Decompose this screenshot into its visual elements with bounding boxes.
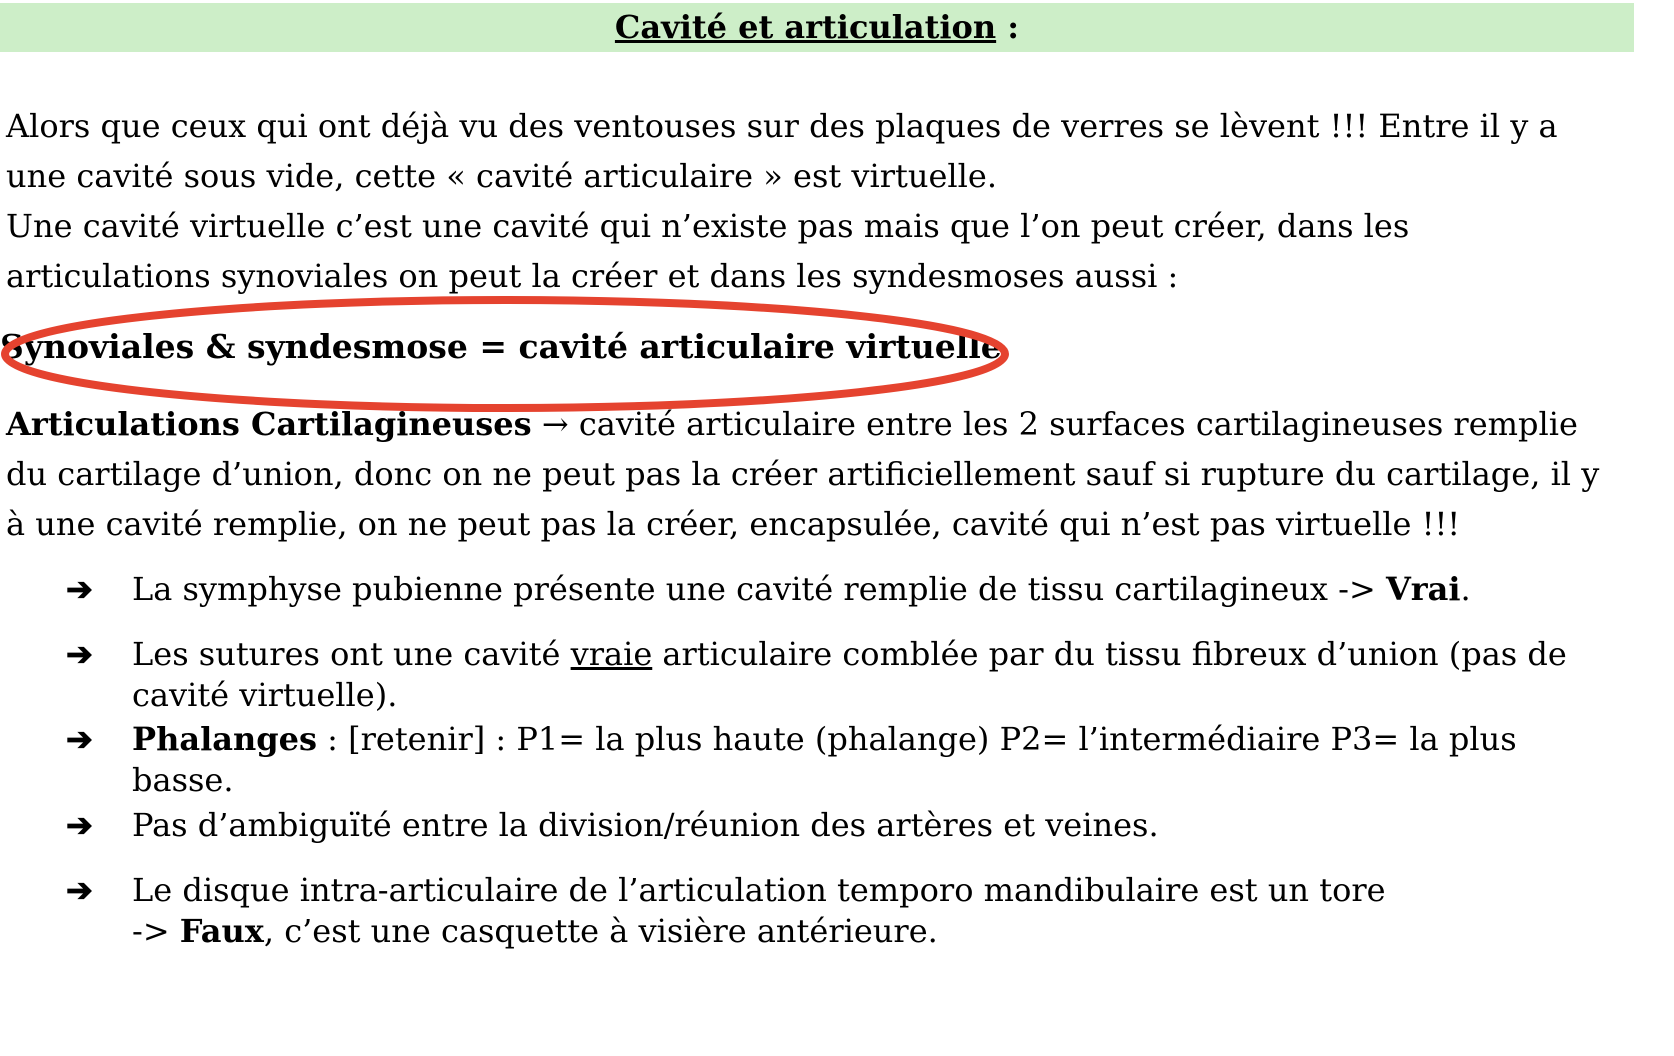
cartilage-heading: Articulations Cartilagineuses (6, 405, 532, 443)
bullet-1-bold: Vrai (1385, 570, 1461, 608)
bullet-1-text (132, 566, 1471, 613)
bullet-2-underline: vraie (570, 635, 653, 673)
bullet-5-pre: -> (132, 912, 180, 950)
bullet-4-text: Pas d’ambiguïté entre la division/réunion des artères et veines. (132, 806, 1159, 844)
bullet-1-body: La symphyse pubienne présente une cavité remplie de tissu cartilagineux -> (132, 570, 1386, 608)
cartilage-line-2: du cartilage d’union, donc on ne peut pas la créer artificiellement sauf si rupture du cartilage, il y (6, 455, 1600, 493)
bullet-3-body: : [retenir] : P1= la plus haute (phalange) P2= l’intermédiaire P3= la plus (316, 720, 1517, 758)
cartilage-line-3: à une cavité remplie, on ne peut pas la créer, encapsulée, cavité qui n’est pas virtuelle !!! (6, 505, 1461, 543)
callout-text: Synoviales & syndesmose = cavité articulaire virtuelle (0, 327, 1002, 366)
cartilage-line-1 (6, 399, 1578, 449)
intro-line-4: articulations synoviales on peut la créer et dans les syndesmoses aussi : (6, 257, 1179, 295)
section-title-text: Cavité et articulation (614, 8, 997, 46)
arrow-icon: ➔ (66, 570, 93, 608)
bullet-2-text (132, 631, 1567, 678)
bullet-5-bold: Faux (179, 912, 264, 950)
intro-line-2: une cavité sous vide, cette « cavité articulaire » est virtuelle. (6, 157, 997, 195)
bullet-3-text (132, 716, 1517, 763)
arrow-icon: ➔ (66, 871, 93, 909)
bullet-2-post: articulaire comblée par du tissu fibreux d’union (pas de (652, 635, 1567, 673)
bullet-5-post: , c’est une casquette à visière antérieure. (263, 912, 938, 950)
bullet-5-line-1: Le disque intra-articulaire de l’articulation temporo mandibulaire est un tore (132, 871, 1386, 909)
intro-line-3: Une cavité virtuelle c’est une cavité qui n’existe pas mais que l’on peut créer, dans les (6, 207, 1410, 245)
arrow-icon: ➔ (66, 720, 93, 758)
bullet-5-line-2 (132, 908, 938, 955)
bullet-2-line-2: cavité virtuelle). (132, 676, 398, 714)
intro-line-1: Alors que ceux qui ont déjà vu des ventouses sur des plaques de verres se lèvent !!! Entre il y a (6, 107, 1558, 145)
cartilage-arrow: → (541, 405, 569, 443)
arrow-icon: ➔ (66, 635, 93, 673)
bullet-1-end: . (1460, 570, 1471, 608)
section-title (0, 3, 1634, 52)
section-title-colon: : (996, 8, 1020, 46)
arrow-icon: ➔ (66, 806, 93, 844)
bullet-3-bold: Phalanges (132, 720, 317, 758)
ellipse-stroke (5, 300, 1005, 408)
bullet-2-pre: Les sutures ont une cavité (132, 635, 571, 673)
bullet-3-line-2: basse. (132, 761, 234, 799)
cartilage-line-1-rest: cavité articulaire entre les 2 surfaces cartilagineuses remplie (568, 405, 1578, 443)
